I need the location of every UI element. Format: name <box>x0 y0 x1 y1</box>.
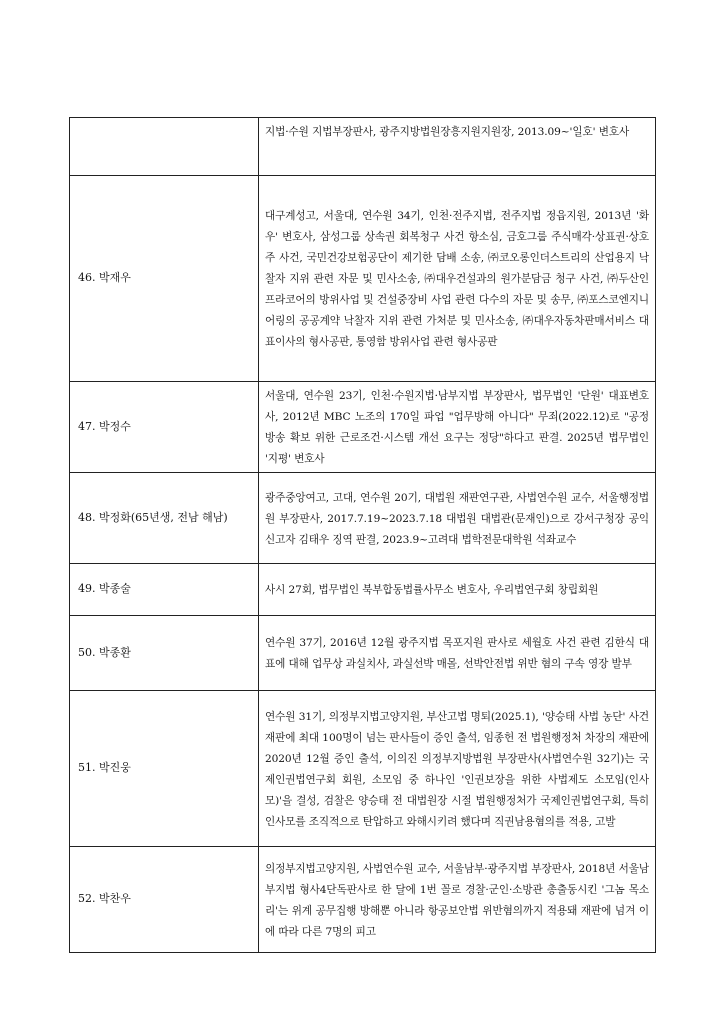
table-row <box>70 847 656 953</box>
description-cell: 지법·수원 지법부장판사, 광주지방법원장흥지원지원장, 2013.09~'일호' 변호사 <box>259 118 656 176</box>
name-cell <box>70 118 259 176</box>
description-cell: 의정부지법고양지원, 사법연수원 교수, 서울남부·광주지법 부장판사, 2018년 서울남부지법 형사4단독판사로 한 달에 1번 꼴로 경찰·군인·소방관 총출동시킨 '그놈 목소리'는 위계 공무집행 방해뿐 아니라 항공보안법 위반혐의까지 적용돼 재판에 넘겨 이에 따라 다른 7명의 피고 <box>259 847 656 953</box>
name-cell: 52. 박찬우 <box>70 847 259 953</box>
name-cell: 46. 박재우 <box>70 176 259 382</box>
name-cell: 48. 박정화(65년생, 전남 해남) <box>70 473 259 564</box>
description-cell: 연수원 31기, 의정부지법고양지원, 부산고법 명퇴(2025.1), '양승태 사법 농단' 사건 재판에 최대 100명이 넘는 판사들이 증인 출석, 임종헌 전 법원행정처 차장의 재판에 2020년 12월 증인 출석, 이의진 의정부지방법원 부장판사(사법연수원 32기)는 국제인권법연구회 회원, 소모임 중 하나인 '인권보장을 위한 사법제도 소모임(인사모)'을 결성, 검찰은 양승태 전 대법원장 시절 법원행정처가 국제인권법연구회, 특히 인사모를 조직적으로 탄압하고 와해시키려 했다며 직권남용혐의를 적용, 고발 <box>259 691 656 847</box>
table-row <box>70 382 656 473</box>
description-cell: 대구계성고, 서울대, 연수원 34기, 인천·전주지법, 전주지법 정읍지원, 2013년 '화우' 변호사, 삼성그룹 상속권 회복청구 사건 항소심, 금호그룹 주식매각·상표권·상호주 사건, 국민건강보험공단이 제기한 담배 소송, ㈜코오롱인더스트리의 산업용지 낙찰자 지위 관련 자문 및 민사소송, ㈜대우건설과의 원가분담금 청구 사건, ㈜두산인프라코어의 방위사업 및 건설중장비 사업 관련 다수의 자문 및 송무, ㈜포스코엔지니어링의 공공계약 낙찰자 지위 관련 가처분 및 민사소송, ㈜대우자동차판매서비스 대표이사의 형사공판, 통영함 방위사업 관련 형사공판 <box>259 176 656 382</box>
table-row <box>70 564 656 616</box>
description-cell: 광주중앙여고, 고대, 연수원 20기, 대법원 재판연구관, 사법연수원 교수, 서울행정법원 부장판사, 2017.7.19~2023.7.18 대법원 대법관(문재인)으로 강서구청장 공익신고자 김태우 징역 판결, 2023.9~고려대 법학전문대학원 석좌교수 <box>259 473 656 564</box>
name-cell: 50. 박종환 <box>70 616 259 691</box>
table-row <box>70 473 656 564</box>
table-row <box>70 118 656 176</box>
description-cell: 연수원 37기, 2016년 12월 광주지법 목포지원 판사로 세월호 사건 관련 김한식 대표에 대해 업무상 과실치사, 과실선박 매몰, 선박안전법 위반 혐의 구속 영장 발부 <box>259 616 656 691</box>
description-cell: 서울대, 연수원 23기, 인천·수원지법·남부지법 부장판사, 법무법인 '단원' 대표변호사, 2012년 MBC 노조의 170일 파업 "업무방해 아니다" 무죄(2022.12)로 "공정방송 확보 위한 근로조건·시스템 개선 요구는 정당"하다고 판결. 2025년 법무법인 '지평' 변호사 <box>259 382 656 473</box>
name-cell: 49. 박종술 <box>70 564 259 616</box>
table-row <box>70 176 656 382</box>
table-row <box>70 691 656 847</box>
lawyer-table <box>69 117 656 953</box>
name-cell: 47. 박정수 <box>70 382 259 473</box>
table-row <box>70 616 656 691</box>
description-cell: 사시 27회, 법무법인 북부합동법률사무소 변호사, 우리법연구회 창립회원 <box>259 564 656 616</box>
name-cell: 51. 박진웅 <box>70 691 259 847</box>
